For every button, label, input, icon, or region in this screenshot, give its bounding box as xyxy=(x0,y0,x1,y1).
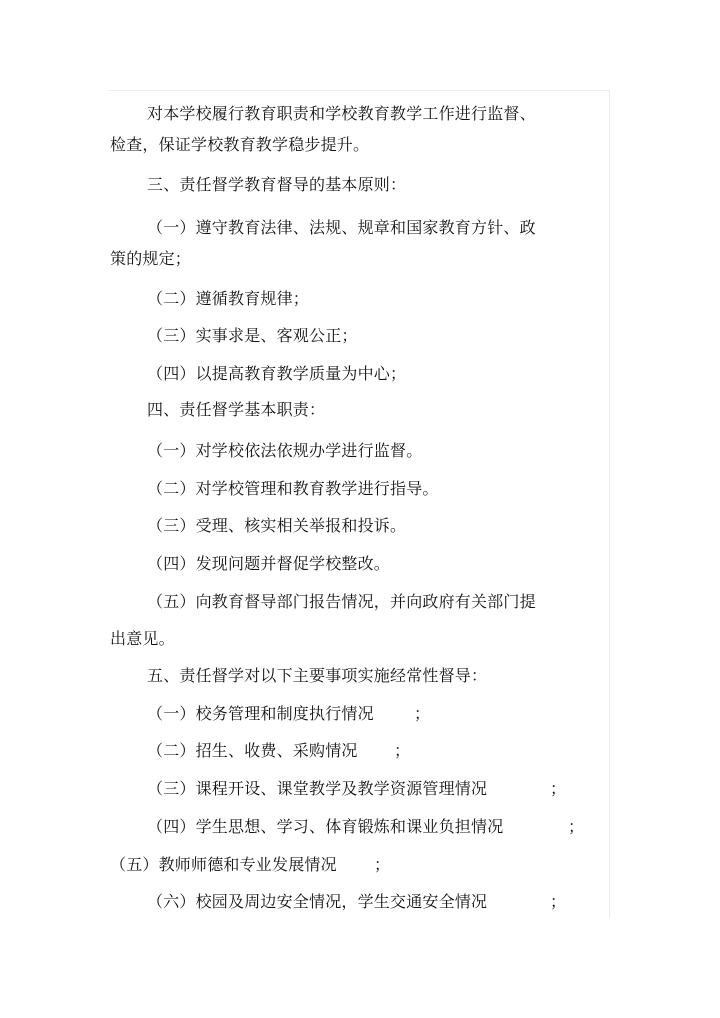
text-line-11: （二）对学校管理和教育教学进行指导。 xyxy=(147,479,439,498)
section-heading-4: 四、责任督学基本职责： xyxy=(147,400,326,419)
text-line-17: （一）校务管理和制度执行情况 xyxy=(147,704,374,723)
text-line-14: （五）向教育督导部门报告情况，并向政府有关部门提 xyxy=(147,592,536,611)
text-line-7: （三）实事求是、客观公正； xyxy=(147,326,358,345)
text-line-18: （二）招生、收费、采购情况 xyxy=(147,741,358,760)
text-line-13: （四）发现问题并督促学校整改。 xyxy=(147,554,391,573)
text-line-20: （四）学生思想、学习、体育锻炼和课业负担情况 xyxy=(147,817,504,836)
text-line-12: （三）受理、核实相关举报和投诉。 xyxy=(147,516,407,535)
text-line-6: （二）遵循教育规律； xyxy=(147,289,310,308)
section-heading-3: 三、责任督学教育督导的基本原则： xyxy=(147,175,407,194)
semicolon-18: ； xyxy=(394,741,411,760)
semicolon-17: ； xyxy=(414,704,431,723)
text-line-2: 检查，保证学校教育教学稳步提升。 xyxy=(110,135,370,154)
text-line-4: （一）遵守教育法律、法规、规章和国家教育方针、政 xyxy=(147,218,536,237)
text-line-5: 策的规定； xyxy=(110,249,192,268)
text-line-22: （六）校园及周边安全情况，学生交通安全情况 xyxy=(147,892,488,911)
text-line-8: （四）以提高教育教学质量为中心； xyxy=(147,364,407,383)
semicolon-19: ； xyxy=(550,779,567,798)
semicolon-20: ； xyxy=(568,817,585,836)
text-line-19: （三）课程开设、课堂教学及教学资源管理情况 xyxy=(147,779,488,798)
semicolon-22: ； xyxy=(550,892,567,911)
section-heading-5: 五、责任督学对以下主要事项实施经常性督导： xyxy=(147,666,488,685)
text-line-1: 对本学校履行教育职责和学校教育教学工作进行监督、 xyxy=(147,104,536,123)
text-line-15: 出意见。 xyxy=(110,629,175,648)
text-line-21: （五）教师师德和专业发展情况 xyxy=(110,855,337,874)
text-line-10: （一）对学校依法依规办学进行监督。 xyxy=(147,441,423,460)
semicolon-21: ； xyxy=(374,855,391,874)
